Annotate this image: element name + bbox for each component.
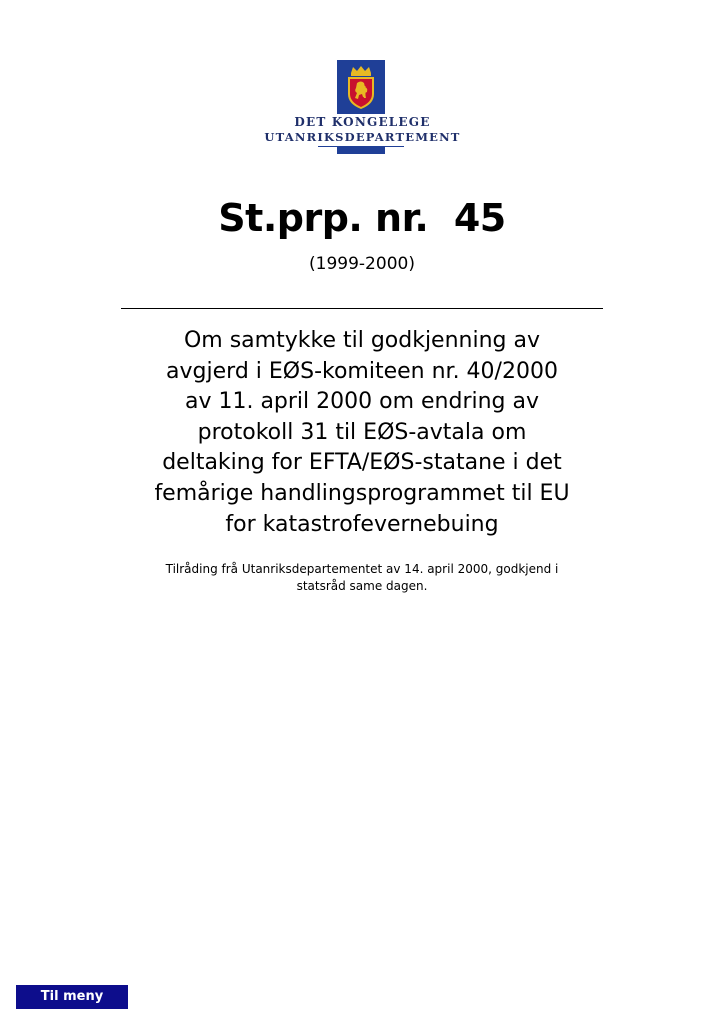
ministry-name xyxy=(240,115,485,145)
document-year: (1999-2000) xyxy=(309,254,415,274)
ministry-line2: UTANRIKSDEPARTEMENT xyxy=(264,130,461,144)
menu-button[interactable]: Til meny xyxy=(16,985,128,1009)
coat-of-arms-icon xyxy=(337,60,385,114)
title-divider xyxy=(121,308,603,309)
recommendation-note: Tilråding frå Utanriksdepartementet av 14. april 2000, godkjend i statsråd same dagen. xyxy=(165,562,559,593)
ministry-line1: DET KONGELEGE xyxy=(294,115,431,129)
ministry-logo xyxy=(0,58,724,158)
document-title: St.prp. nr. 45 xyxy=(218,196,506,240)
logo-bottom-bar xyxy=(337,147,385,154)
document-subject: Om samtykke til godkjenning av avgjerd i EØS-komiteen nr. 40/2000 av 11. april 2000 om endring av protokoll 31 til EØS-avtala om deltaking for EFTA/EØS-statane i det femårige handlingsprogrammet til EU for katastrofevernebuing xyxy=(154,328,570,537)
